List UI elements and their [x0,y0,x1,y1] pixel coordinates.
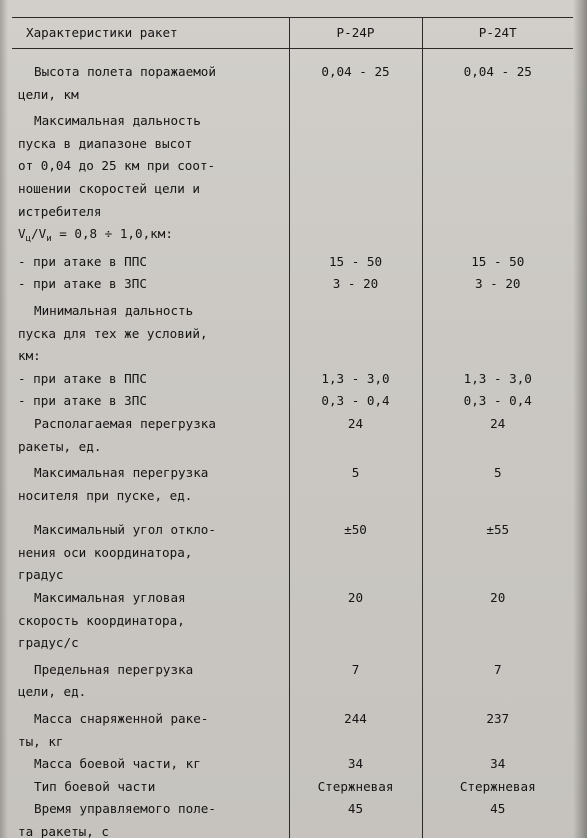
table-row [12,507,573,542]
row-label: нения оси координатора, [18,544,193,560]
page-shadow-left [0,0,8,838]
value-r24r: 1,3 - 3,0 [289,368,422,391]
table-row [12,133,573,156]
value-r24t: 0,3 - 0,4 [422,390,573,413]
row-label: истребителя [18,203,102,219]
value-r24r: 15 - 50 [289,251,422,274]
value-r24r: 34 [289,753,422,776]
table-row [12,753,573,776]
row-label: Располагаемая перегрузка [34,415,216,431]
table-row [12,542,573,565]
table-row [12,485,573,508]
row-label: цели, км [18,86,79,102]
row-label: Масса снаряженной раке- [34,711,209,727]
table-row [12,587,573,610]
header-characteristics: Характеристики ракет [12,18,289,49]
value-r24r: ±50 [289,507,422,542]
ratio-sub-fighter: и [46,234,52,245]
value-r24r: 3 - 20 [289,273,422,296]
table-row [12,155,573,178]
value-r24r: 45 [289,798,422,821]
value-r24t: 3 - 20 [422,273,573,296]
table-row [12,655,573,682]
row-label: Минимальная дальность [34,302,194,318]
row-label: пуска в диапазоне высот [18,135,193,151]
row-label: пуска для тех же условий, [18,325,208,341]
table-row [12,632,573,655]
row-label: градус/с [18,635,79,651]
table-row [12,273,573,296]
value-r24t: 1,3 - 3,0 [422,368,573,391]
value-r24r: 0,04 - 25 [289,49,422,84]
value-r24t: 5 [422,458,573,485]
row-label: носителя при пуске, ед. [18,487,193,503]
value-r24t: 20 [422,587,573,610]
missile-characteristics-table [12,17,573,838]
value-r24r: 5 [289,458,422,485]
value-r24t: 45 [422,798,573,821]
table-row [12,610,573,633]
speed-ratio-label [12,223,289,251]
table-row [12,345,573,368]
table-row [12,368,573,391]
value-r24t: Стержневая [422,776,573,799]
row-label: - при атаке в ЗПС [18,276,147,292]
table-row [12,296,573,323]
row-label: ношении скоростей цели и [18,180,200,196]
row-label: ракеты, ед. [18,438,102,454]
value-r24r: 244 [289,704,422,731]
value-r24t: 24 [422,413,573,436]
row-label: Максимальная угловая [34,590,186,606]
table-row [12,323,573,346]
row-label: та ракеты, с [18,824,109,838]
row-label: Масса боевой части, кг [34,756,201,772]
table-row [12,106,573,133]
row-label: Максимальная дальность [34,113,201,129]
table-row [12,436,573,459]
row-label: км: [18,348,41,364]
value-r24t: ±55 [422,507,573,542]
header-r24t: Р-24Т [422,18,573,49]
ratio-sub-target: ц [25,234,32,245]
table-row [12,201,573,224]
row-label: скорость координатора, [18,612,185,628]
table-row [12,776,573,799]
table-row [12,821,573,838]
value-r24r: Стержневая [289,776,422,799]
ratio-rest: = 0,8 ÷ 1,0,км: [51,226,173,242]
value-r24t: 0,04 - 25 [422,49,573,84]
table-row [12,681,573,704]
row-label: Время управляемого поле- [34,801,216,817]
table-row [12,458,573,485]
page-shadow-right [573,0,587,838]
value-r24r: 7 [289,655,422,682]
table-row [12,223,573,251]
value-r24t: 237 [422,704,573,731]
row-label: - при атаке в ППС [18,253,147,269]
value-r24r: 24 [289,413,422,436]
row-label: Тип боевой части [34,778,156,794]
row-label: ты, кг [18,733,64,749]
ratio-slash: /V [31,226,47,242]
value-r24r: 20 [289,587,422,610]
row-label: Максимальный угол откло- [34,522,216,538]
row-label: градус [18,567,64,583]
row-label: - при атаке в ЗПС [18,393,147,409]
value-r24r: 0,3 - 0,4 [289,390,422,413]
row-label: от 0,04 до 25 км при соот- [18,158,216,174]
row-label: цели, ед. [18,684,87,700]
table-row [12,84,573,107]
table-row [12,178,573,201]
value-r24t: 7 [422,655,573,682]
value-r24t: 34 [422,753,573,776]
table-row [12,731,573,754]
table-row [12,251,573,274]
table-row [12,49,573,84]
header-r24r: Р-24Р [289,18,422,49]
row-label: Максимальная перегрузка [34,465,209,481]
table-header-row [12,18,573,49]
value-r24t: 15 - 50 [422,251,573,274]
table-row [12,413,573,436]
row-label: Высота полета поражаемой [34,64,216,79]
ratio-v: V [18,226,26,242]
row-label: Предельная перегрузка [34,661,194,677]
table-row [12,704,573,731]
table-row [12,390,573,413]
table-row [12,564,573,587]
row-label: - при атаке в ППС [18,370,147,386]
table-row [12,798,573,821]
